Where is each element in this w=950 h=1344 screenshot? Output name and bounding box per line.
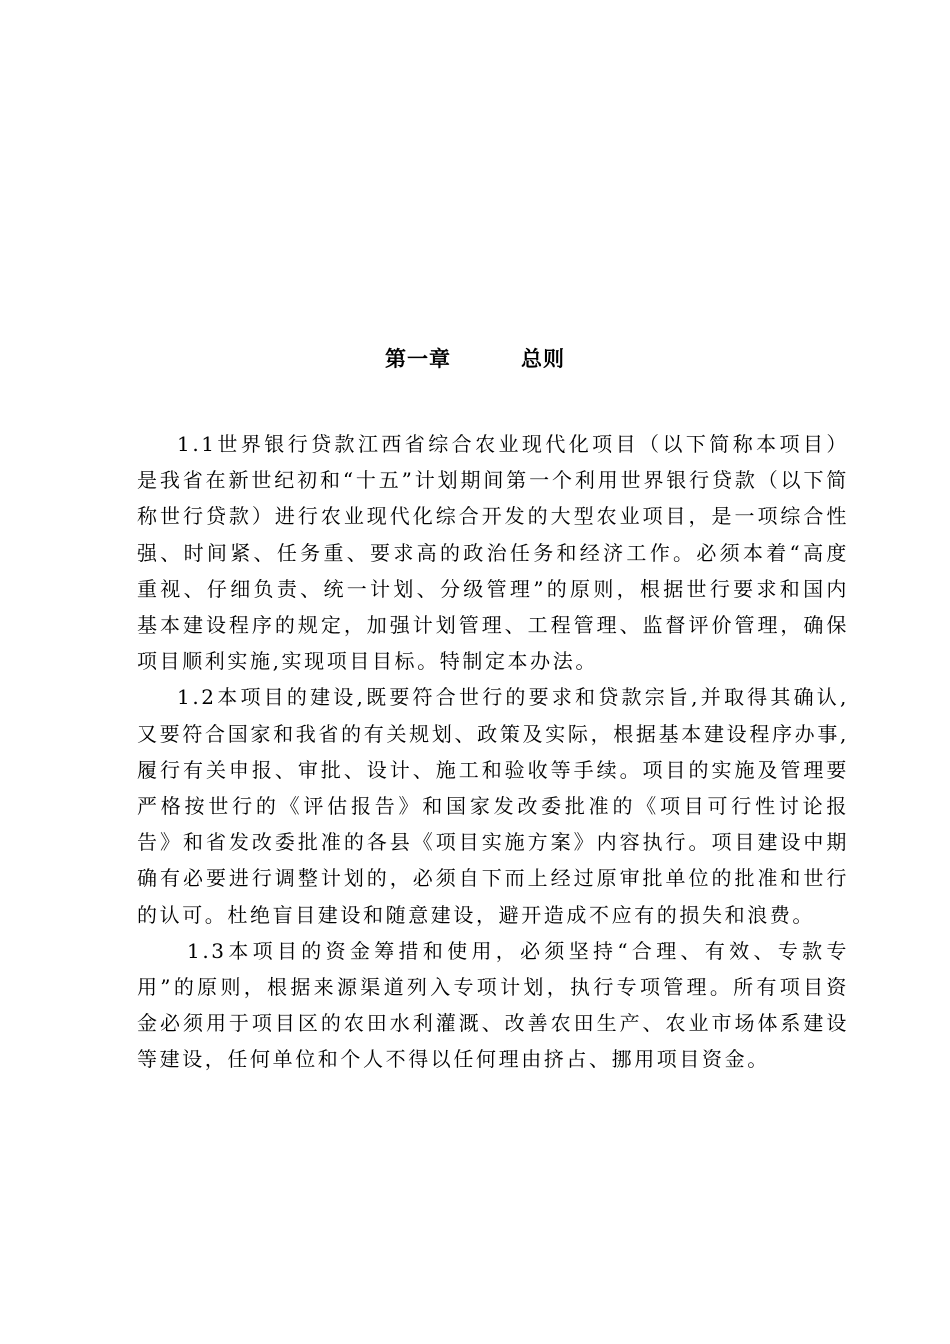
paragraph-1-2: 1.2本项目的建设,既要符合世行的要求和贷款宗旨,并取得其确认,又要符合国家和我省的有关规划、政策及实际，根据基本建设程序办事,履行有关申报、审批、设计、施工和验收等手续。项目的实施及管理要严格按世行的《评估报告》和国家发改委批准的《项目可行性讨论报告》和省发改委批准的各县《项目实施方案》内容执行。项目建设中期确有必要进行调整计划的，必须自下而上经过原审批单位的批准和世行的认可。杜绝盲目建设和随意建设，避开造成不应有的损失和浪费。 [137,685,849,927]
document-body [137,426,849,1078]
chapter-number: 第一章 [385,346,451,371]
chapter-heading [0,343,950,375]
paragraph-1-1: 1.1世界银行贷款江西省综合农业现代化项目（以下简称本项目）是我省在新世纪初和“十五”计划期间第一个利用世界银行贷款（以下简称世行贷款）进行农业现代化综合开发的大型农业项目，是一项综合性强、时间紧、任务重、要求高的政治任务和经济工作。必须本着“高度重视、仔细负责、统一计划、分级管理”的原则，根据世行要求和国内基本建设程序的规定，加强计划管理、工程管理、监督评价管理，确保项目顺利实施,实现项目目标。特制定本办法。 [137,432,849,674]
paragraph-1-3: 1.3本项目的资金筹措和使用，必须坚持“合理、有效、专款专用”的原则，根据来源渠道列入专项计划，执行专项管理。所有项目资金必须用于项目区的农田水利灌溉、改善农田生产、农业市场体系建设等建设，任何单位和个人不得以任何理由挤占、挪用项目资金。 [137,938,849,1072]
chapter-name: 总则 [521,346,565,371]
